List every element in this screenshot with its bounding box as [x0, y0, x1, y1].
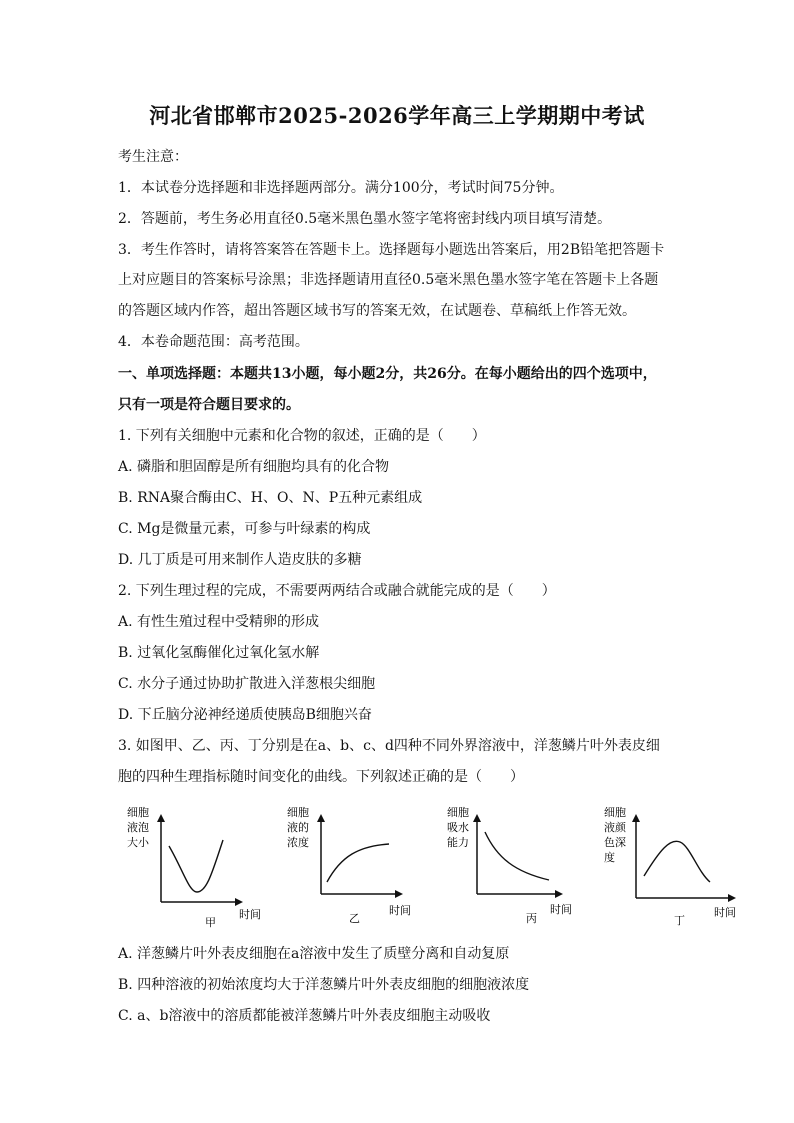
graph-bing-name: 丙 — [526, 912, 537, 925]
graph-bing-ylabel-2: 吸水 — [447, 821, 469, 834]
graph-yi-x-arrow — [395, 890, 403, 898]
graph-ding-y-arrow — [632, 814, 640, 822]
question-3-option-b: B. 四种溶液的初始浓度均大于洋葱鳞片叶外表皮细胞的细胞液浓度 — [118, 977, 530, 993]
question-3-option-c: C. a、b溶液中的溶质都能被洋葱鳞片叶外表皮细胞主动吸收 — [118, 1008, 491, 1024]
graph-yi-ylabel-3: 浓度 — [287, 836, 309, 849]
graph-jia-xlabel: 时间 — [239, 908, 261, 921]
graph-bing-ylabel-1: 细胞 — [447, 806, 469, 819]
notice-item-3-cont-1: 上对应题目的答案标号涂黑；非选择题请用直径0.5毫米黑色墨水签字笔在答题卡上各题 — [118, 272, 659, 288]
graph-jia-y-arrow — [157, 814, 165, 822]
graph-ding — [602, 800, 752, 930]
graph-yi — [285, 800, 425, 930]
question-2-option-b: B. 过氧化氢酶催化过氧化氢水解 — [118, 645, 320, 661]
question-3-stem: 3. 如图甲、乙、丙、丁分别是在a、b、c、d四种不同外界溶液中，洋葱鳞片叶外表皮细 — [118, 738, 660, 754]
question-2-option-d: D. 下丘脑分泌神经递质使胰岛B细胞兴奋 — [118, 707, 372, 723]
question-3-figure — [120, 800, 760, 930]
graph-jia-curve — [169, 840, 223, 892]
graph-jia-name: 甲 — [205, 916, 216, 929]
graph-jia — [125, 800, 265, 930]
graph-yi-xlabel: 时间 — [389, 904, 411, 917]
question-3-stem-cont: 胞的四种生理指标随时间变化的曲线。下列叙述正确的是（ ） — [118, 769, 524, 785]
question-1-option-b: B. RNA聚合酶由C、H、O、N、P五种元素组成 — [118, 490, 423, 506]
graph-jia-ylabel-2: 液泡 — [127, 821, 149, 834]
graph-yi-y-arrow — [317, 814, 325, 822]
graph-ding-xlabel: 时间 — [714, 906, 736, 919]
graph-jia-x-arrow — [235, 898, 243, 906]
graph-bing — [445, 800, 585, 930]
graph-bing-x-arrow — [555, 890, 563, 898]
graph-jia-ylabel-3: 大小 — [127, 836, 149, 849]
notice-heading: 考生注意： — [118, 149, 188, 165]
question-1-option-d: D. 几丁质是可用来制作人造皮肤的多糖 — [118, 552, 362, 568]
notice-item-1: 1．本试卷分选择题和非选择题两部分。满分100分，考试时间75分钟。 — [118, 180, 564, 196]
graph-bing-ylabel-3: 能力 — [447, 836, 469, 849]
page-title: 河北省邯郸市2025-2026学年高三上学期期中考试 — [149, 103, 645, 128]
graph-ding-ylabel-2: 液颜 — [604, 821, 626, 834]
question-1-stem: 1. 下列有关细胞中元素和化合物的叙述，正确的是（ ） — [118, 428, 486, 444]
graph-ding-ylabel-1: 细胞 — [604, 806, 626, 819]
graph-ding-curve — [644, 841, 710, 882]
question-1-option-c: C. Mg是微量元素，可参与叶绿素的构成 — [118, 521, 371, 537]
graph-jia-ylabel-1: 细胞 — [127, 806, 149, 819]
graph-ding-ylabel-3: 色深 — [604, 836, 626, 849]
graph-bing-xlabel: 时间 — [550, 903, 572, 916]
graph-yi-curve — [327, 844, 389, 882]
question-2-option-c: C. 水分子通过协助扩散进入洋葱根尖细胞 — [118, 676, 376, 692]
notice-item-3-cont-2: 的答题区域内作答，超出答题区域书写的答案无效，在试题卷、草稿纸上作答无效。 — [118, 303, 636, 319]
graph-yi-ylabel-1: 细胞 — [287, 806, 309, 819]
graph-ding-name: 丁 — [674, 914, 685, 927]
section-heading-cont: 只有一项是符合题目要求的。 — [118, 397, 300, 413]
notice-item-2: 2．答题前，考生务必用直径0.5毫米黑色墨水签字笔将密封线内项目填写清楚。 — [118, 211, 612, 227]
question-1-option-a: A. 磷脂和胆固醇是所有细胞均具有的化合物 — [118, 459, 390, 475]
question-2-stem: 2. 下列生理过程的完成，不需要两两结合或融合就能完成的是（ ） — [118, 583, 556, 599]
graph-ding-x-arrow — [728, 894, 736, 902]
notice-item-4: 4．本卷命题范围：高考范围。 — [118, 334, 309, 350]
graph-yi-name: 乙 — [349, 912, 360, 925]
question-2-option-a: A. 有性生殖过程中受精卵的形成 — [118, 614, 320, 630]
graph-yi-ylabel-2: 液的 — [287, 821, 309, 834]
notice-item-3: 3．考生作答时，请将答案答在答题卡上。选择题每小题选出答案后，用2B铅笔把答题卡 — [118, 242, 665, 258]
graph-bing-y-arrow — [473, 814, 481, 822]
graph-ding-ylabel-4: 度 — [604, 851, 615, 864]
question-3-option-a: A. 洋葱鳞片叶外表皮细胞在a溶液中发生了质壁分离和自动复原 — [118, 946, 510, 962]
graph-bing-curve — [485, 832, 549, 880]
section-heading: 一、单项选择题：本题共13小题，每小题2分，共26分。在每小题给出的四个选项中， — [118, 366, 657, 382]
